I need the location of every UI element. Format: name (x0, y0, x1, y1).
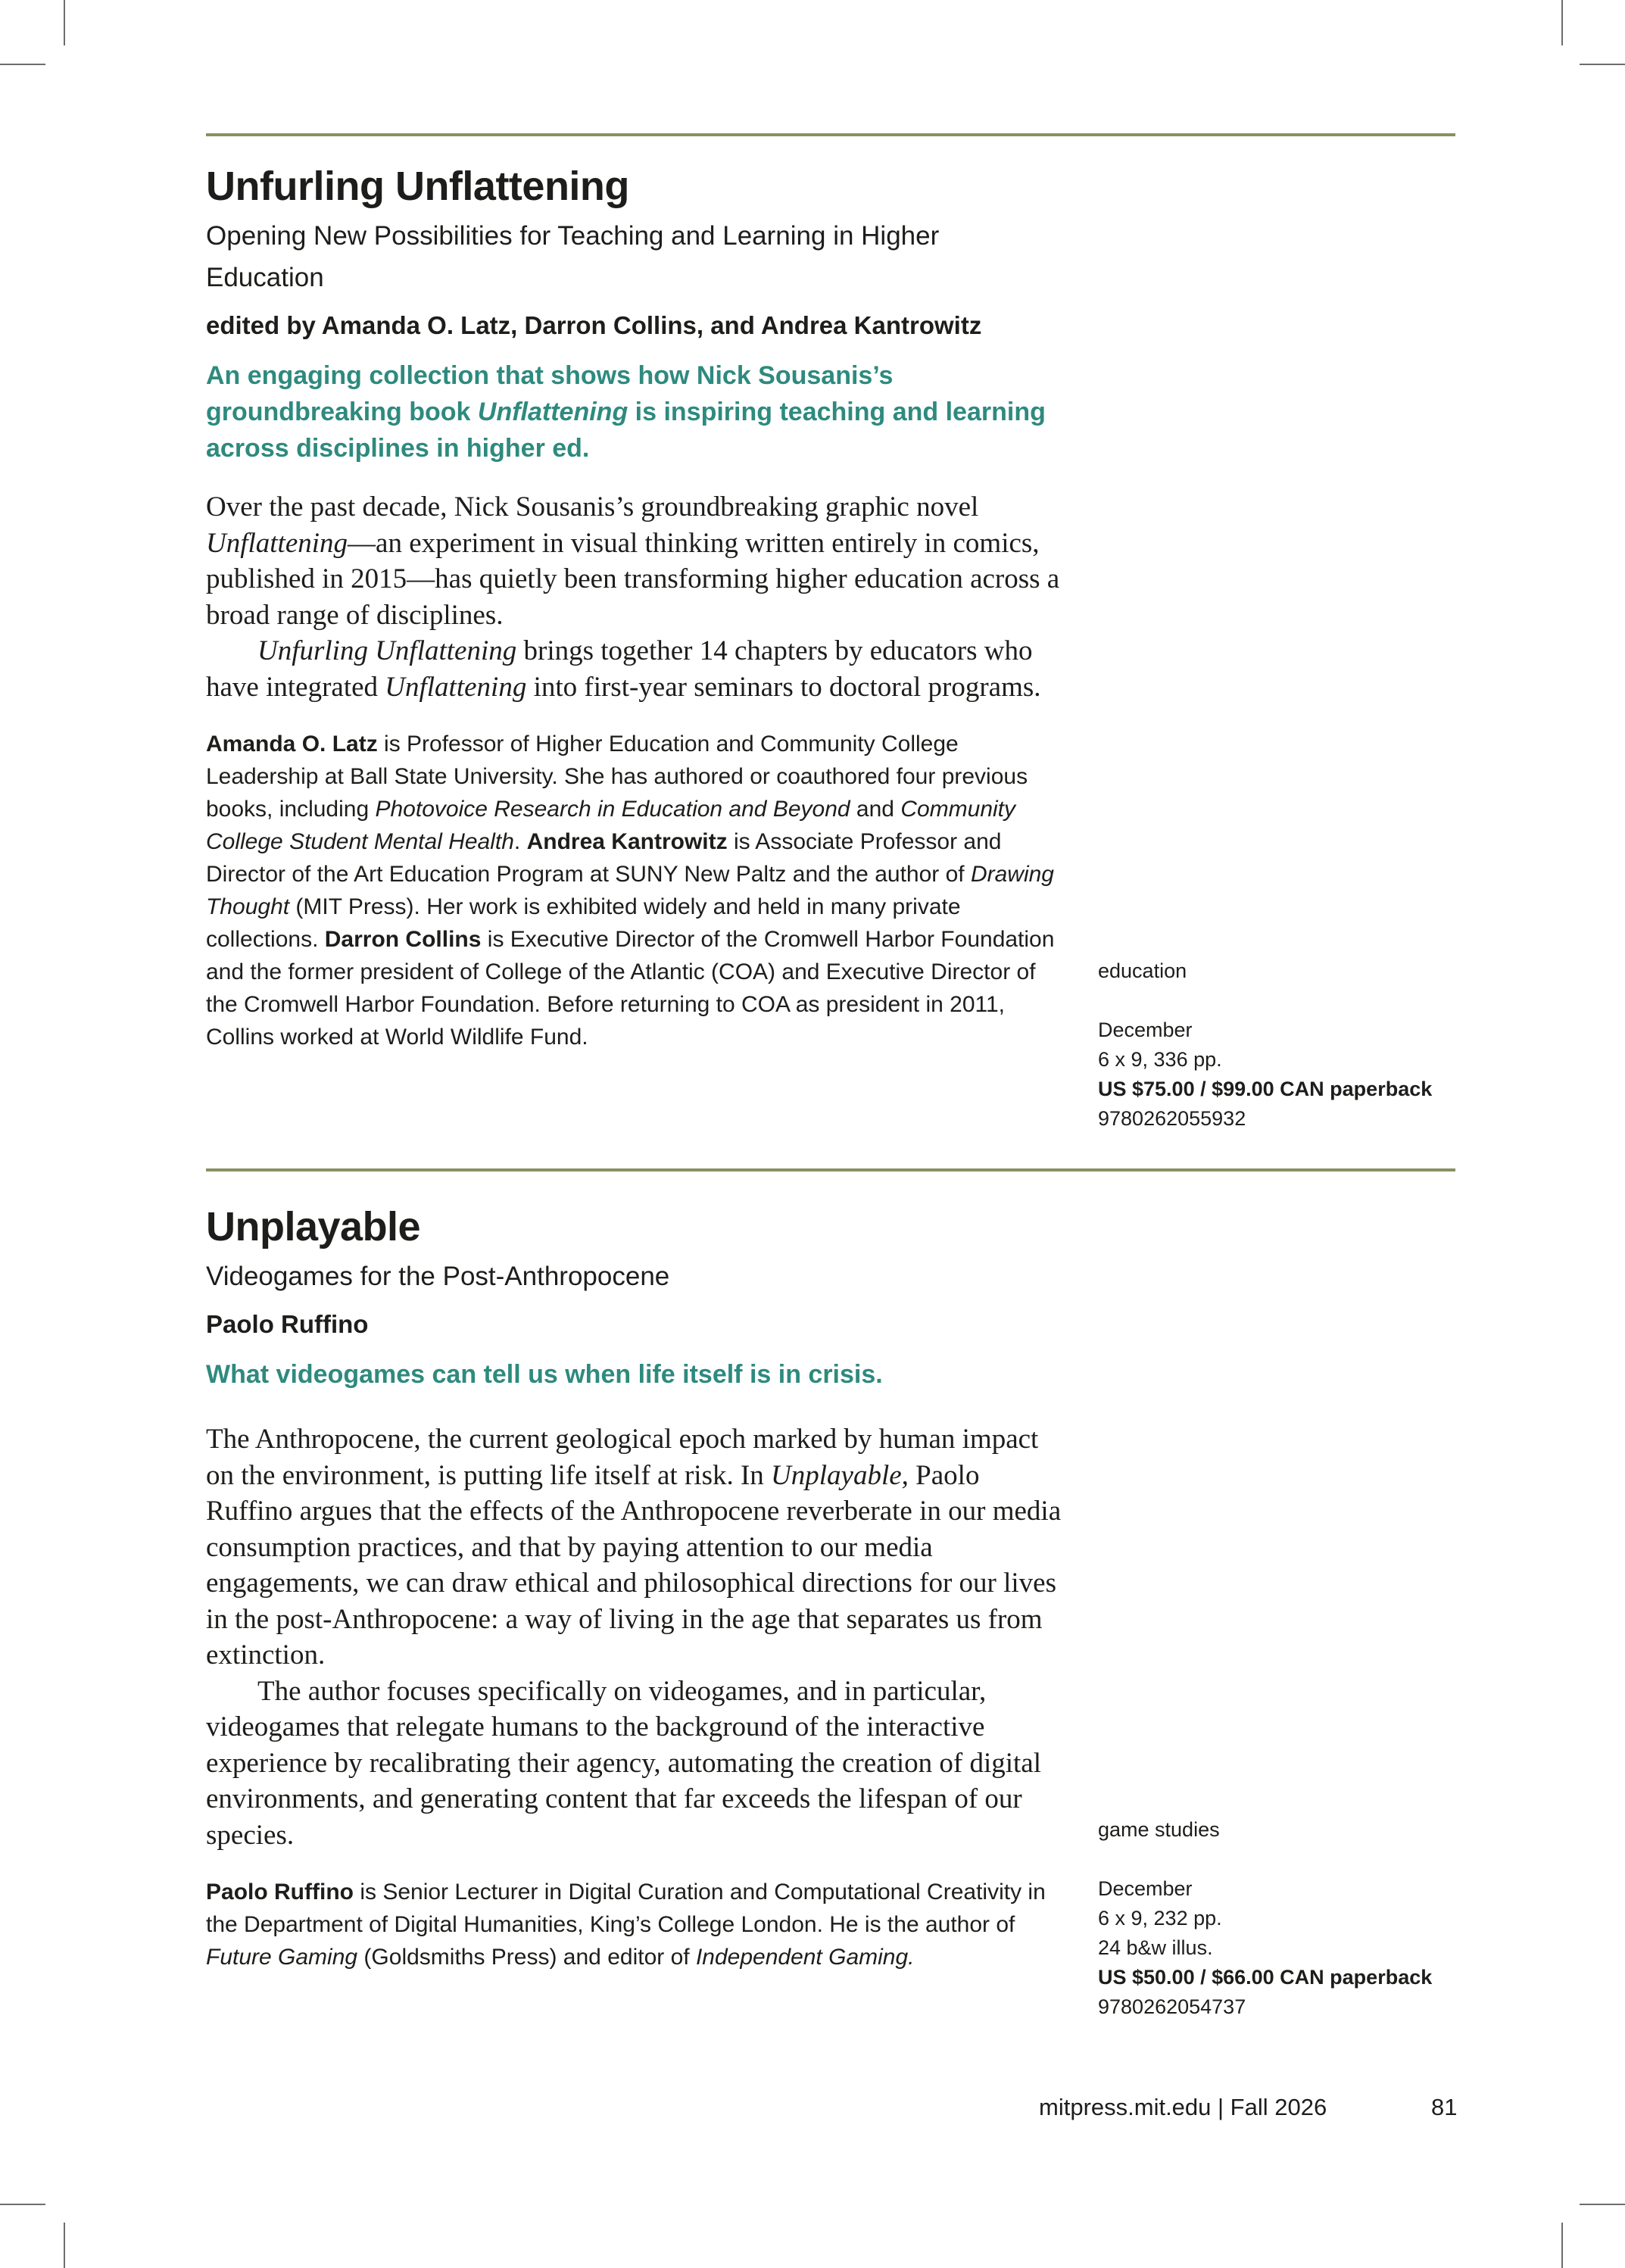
book-description (206, 1421, 1062, 1853)
book-title: Unplayable (206, 1204, 421, 1249)
subject-category: game studies (1098, 1818, 1220, 1841)
book-description (206, 489, 1062, 705)
description-paragraph: The author focuses specifically on videogames, and in particular, videogames that relegate humans to the background of the interactive experience by recalibrating their agency, automating the creation of digital environments, and generating content that far exceeds the lifespan of our species. (206, 1675, 1042, 1851)
text: (MIT Press). Her work is exhibited widely and held in many private collections. (206, 894, 961, 952)
text-italic: Unfurling Unflattening (257, 635, 517, 666)
format-pages: 6 x 9, 232 pp. (1098, 1907, 1222, 1930)
author-bio (206, 728, 1062, 1053)
text: is Associate Professor and Director of the Art Education Program at SUNY New Paltz and the author of (206, 829, 1002, 887)
bio-name: Andrea Kantrowitz (526, 829, 728, 854)
illustrations: 24 b&w illus. (1098, 1936, 1213, 1959)
book-tagline (206, 357, 1062, 466)
book-reference: Future Gaming (206, 1945, 358, 1970)
tagline-text: An engaging collection that shows how Nick Sousanis’s groundbreaking book (206, 361, 894, 426)
book-reference: Independent Gaming. (695, 1945, 915, 1970)
text: is Executive Director of the Cromwell Harbor Foundation and the former president of College of the Atlantic (COA) and Executive Director of the Cromwell Harbor Foundation. Before returning to COA as president in 2011, Collins worked at World Wildlife Fund. (206, 927, 1055, 1050)
tagline-emphasis: Unflattening (477, 398, 628, 426)
spacer (1098, 1845, 1461, 1874)
book-tagline: What videogames can tell us when life itself is in crisis. (206, 1360, 883, 1389)
text: is Senior Lecturer in Digital Curation and Computational Creativity in the Department of Digital Humanities, King’s College London. He is the author of (206, 1880, 1046, 1937)
book-author: edited by Amanda O. Latz, Darron Collins, and Andrea Kantrowitz (206, 311, 982, 339)
book-subtitle: Opening New Possibilities for Teaching and Learning in Higher Education (206, 221, 940, 292)
section-divider (206, 1168, 1455, 1171)
spacer (1098, 986, 1461, 1015)
bio-name: Paolo Ruffino (206, 1880, 354, 1905)
text-italic: Unflattening (206, 527, 348, 559)
crop-mark (1561, 2223, 1563, 2268)
text: The Anthropocene, the current geological epoch marked by human impact on the environment, is putting life itself at risk. In (206, 1424, 1039, 1491)
section-divider (206, 133, 1455, 136)
text: . (513, 829, 527, 854)
price-text: US $75.00 / $99.00 CAN paperback (1098, 1078, 1433, 1100)
description-paragraph (206, 1421, 1062, 1674)
isbn: 9780262055932 (1098, 1107, 1246, 1130)
book-metadata (1098, 956, 1461, 1134)
crop-mark (1580, 64, 1625, 65)
subject-category: education (1098, 959, 1187, 982)
isbn: 9780262054737 (1098, 1995, 1246, 2018)
text: into first-year seminars to doctoral programs. (526, 671, 1041, 703)
crop-mark (0, 2204, 45, 2205)
crop-mark (64, 2223, 65, 2268)
bio-name: Amanda O. Latz (206, 732, 378, 757)
publication-month: December (1098, 1877, 1193, 1900)
text: (Goldsmiths Press) and editor of (357, 1945, 696, 1970)
text-italic: Unplayable, (771, 1459, 909, 1491)
price (1098, 1963, 1461, 1992)
book-reference: Drawing Thought (206, 862, 1054, 919)
price (1098, 1075, 1461, 1104)
book-metadata (1098, 1815, 1461, 2022)
book-entry-unfurling (206, 162, 1455, 1053)
text-italic: Unflattening (385, 671, 527, 703)
author-bio (206, 1876, 1062, 1973)
text: and (850, 797, 901, 822)
book-subtitle: Videogames for the Post-Anthropocene (206, 1262, 670, 1291)
page-number: 81 (1431, 2094, 1458, 2120)
book-reference: Community College Student Mental Health (206, 797, 1016, 854)
crop-mark (1561, 0, 1563, 45)
tagline-text: is inspiring teaching and learning across disciplines in higher ed. (206, 398, 1046, 463)
crop-mark (0, 64, 45, 65)
description-paragraph (206, 489, 1062, 633)
book-title: Unfurling Unflattening (206, 164, 629, 209)
bio-name: Darron Collins (324, 927, 482, 952)
footer-site-season: mitpress.mit.edu | Fall 2026 (1039, 2094, 1327, 2120)
book-reference: Photovoice Research in Education and Beyond (375, 797, 850, 822)
text: brings together 14 chapters by educators who have integrated (206, 635, 1033, 703)
crop-mark (1580, 2204, 1625, 2205)
format-pages: 6 x 9, 336 pp. (1098, 1048, 1222, 1071)
text: is Professor of Higher Education and Community College Leadership at Ball State University. She has authored or coauthored four previous books, including (206, 732, 1028, 822)
book-author: Paolo Ruffino (206, 1310, 369, 1338)
price-text: US $50.00 / $66.00 CAN paperback (1098, 1966, 1433, 1989)
description-paragraph (206, 633, 1062, 705)
crop-mark (64, 0, 65, 45)
text: Paolo Ruffino argues that the effects of the Anthropocene reverberate in our media consumption practices, and that by paying attention to our media engagements, we can draw ethical and philosophical directions for our lives in the post-Anthropocene: a way of living in the age that separates us from extinction. (206, 1459, 1062, 1671)
text: —an experiment in visual thinking written entirely in comics, published in 2015—has quietly been transforming higher education across a broad range of disciplines. (206, 527, 1060, 631)
publication-month: December (1098, 1019, 1193, 1041)
text: Over the past decade, Nick Sousanis’s groundbreaking graphic novel (206, 491, 979, 523)
